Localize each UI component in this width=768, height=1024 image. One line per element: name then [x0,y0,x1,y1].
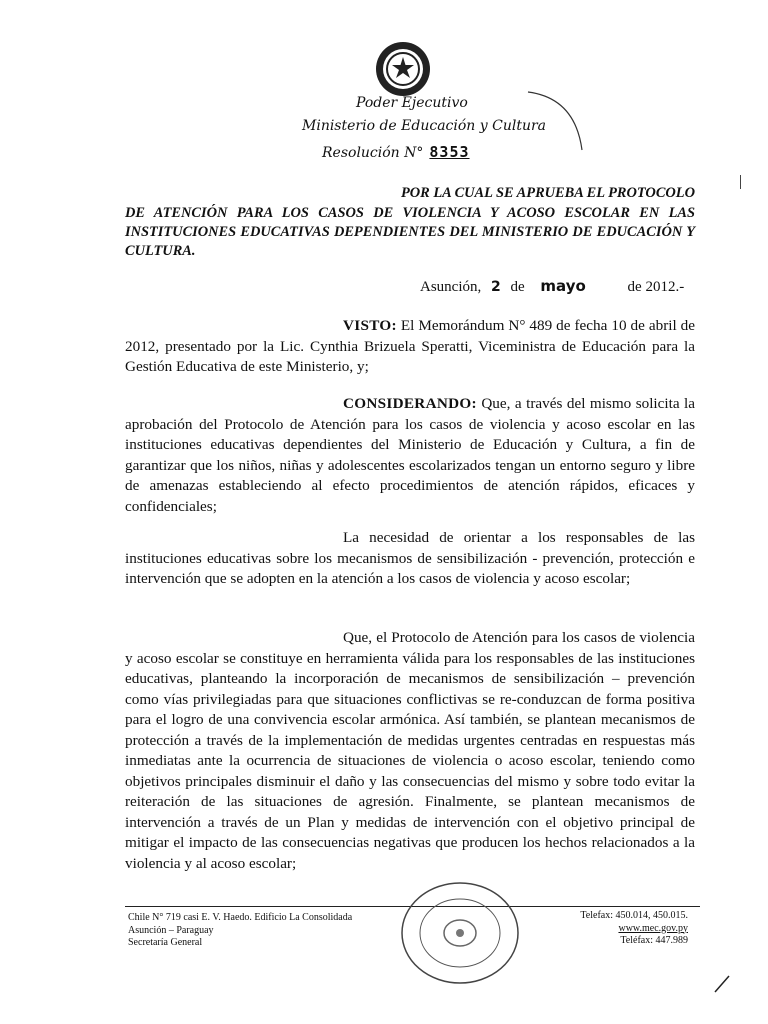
header-resolucion [322,143,470,161]
footer-address-block [128,912,352,950]
date-place: Asunción, [420,279,482,295]
footer-office: Secretaría General [128,937,203,948]
visto-label: VISTO: [343,317,397,334]
footer-contact-block [580,910,688,948]
considerando-text: Que, a través del mismo solicita la aprobación del Protocolo de Atención para los casos de violencia y acoso escolar en las instituciones educativas dependientes del Ministerio de Educación y Cultura, a fin de garantizar que los niños, niñas y adolescentes escolarizados tengan un entorno seguro y libre de amenazas estableciendo al efecto procedimientos de atención rápidos, eficaces y confidenciales; [125,395,696,515]
visto-text: El Memorándum N° 489 de fecha 10 de abril de 2012, presentado por la Lic. Cynthia Brizuela Speratti, Viceministra de Educación para la Gestión Educativa de este Ministerio, y; [125,317,696,375]
considerando-label: CONSIDERANDO: [343,395,477,412]
footer-phone: Telefax: 450.014, 450.015. [580,910,688,921]
margin-mark [740,175,745,189]
date-day: 2 [491,279,501,295]
pen-curve-mark-icon [520,88,590,158]
footer-website-link[interactable]: www.mec.gov.py [618,922,688,934]
title-line-1: POR LA CUAL SE APRUEBA EL PROTOCOLO [401,185,695,201]
ministry-stamp-icon [395,878,525,988]
resolution-label: Resolución N° [322,145,424,161]
date-year: de 2012.- [627,279,685,295]
header-ministerio: Ministerio de Educación y Cultura [302,118,546,134]
resolution-number: 8353 [429,143,470,161]
pen-tick-mark-icon [714,975,730,993]
paragraph-considerando [125,394,695,517]
footer-address: Chile N° 719 casi E. V. Haedo. Edificio La Consolidada [128,912,353,923]
paragraph-necesidad: La necesidad de orientar a los responsables de las instituciones educativas sobre los mecanismos de sensibilización - prevención, protección e intervención que se adopten en la atención a los casos de violencia y acoso escolar; [125,529,695,587]
header-poder-ejecutivo: Poder Ejecutivo [356,95,468,111]
paragraph-visto [125,316,695,378]
title-rest: DE ATENCIÓN PARA LOS CASOS DE VIOLENCIA Y ACOSO ESCOLAR EN LAS INSTITUCIONES EDUCATIVAS DEPENDIENTES DEL MINISTERIO DE EDUCACIÓN Y CULTURA. [125,205,695,259]
footer-city: Asunción – Paraguay [128,924,214,936]
date-line [420,277,695,296]
national-seal-icon [374,40,432,98]
footer-phone-2: Teléfax: 447.989 [620,935,688,946]
date-de: de [510,279,525,295]
date-month: mayo [540,277,586,295]
paragraph-protocolo: Que, el Protocolo de Atención para los casos de violencia y acoso escolar se constituye en herramienta válida para los responsables de las instituciones educativas, planteando la incorporación de mecanismos de sensibilización – prevención como vías privilegiadas para que situaciones conflictivas se re-conduzcan de forma positiva para el logro de una convivencia escolar armónica. Así también, se plantean mecanismos de protección a través de la implementación de medidas urgentes centradas en respuestas más inmediatas ante la ocurrencia de situaciones de violencia o acoso escolar, teniendo como objetivos principales disminuir el daño y las consecuencias del mismo y sobre todo evitar la reiteración de las situaciones de agresión. Finalmente, se plantean mecanismos de intervención a través de un Plan y medidas de intervención con el objetivo principal de mitigar el impacto de las consecuencias negativas que producen los hechos relacionados a la violencia y al acoso escolar; [125,629,695,872]
